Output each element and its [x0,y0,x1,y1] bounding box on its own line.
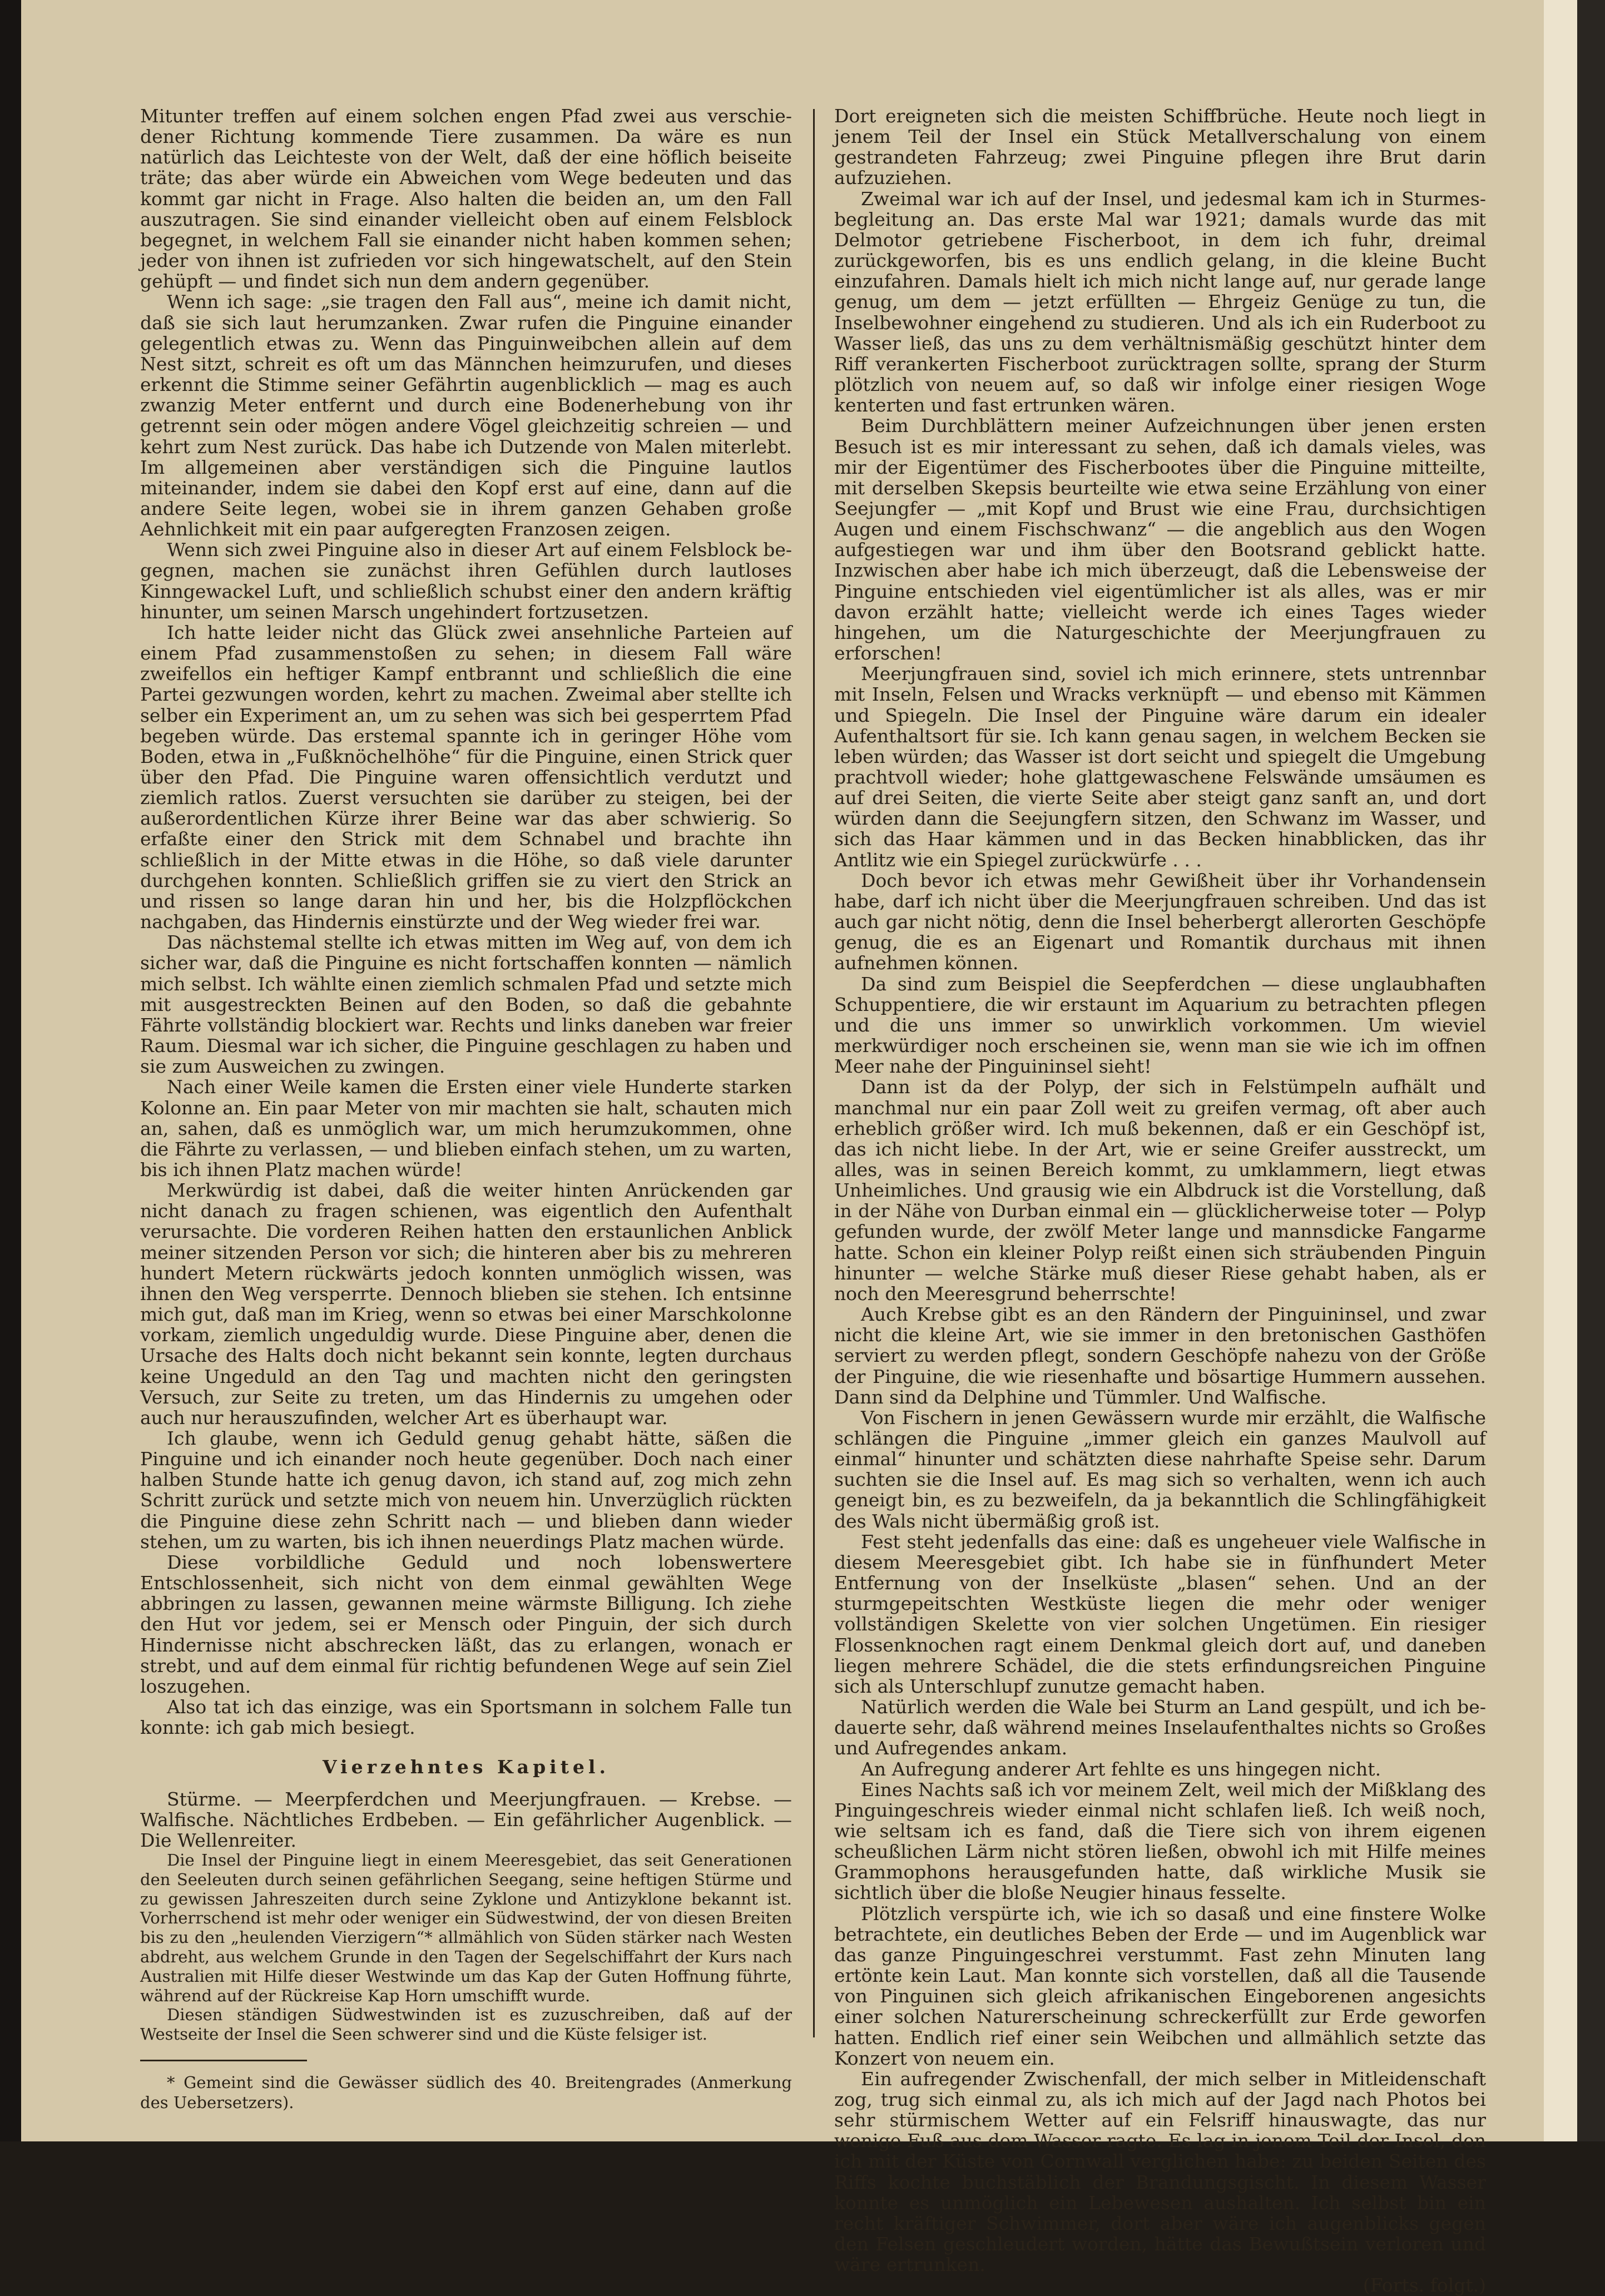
paragraph: Mitunter treffen auf einem solchen engen Pfad zwei aus verschiedener Richtung kommende Tiere zusammen. Da wäre es nun natürlich das Leichteste von der Welt, daß der eine höflich beiseite träte; das aber würde ein Abweichen vom Wege bedeuten und das kommt gar nicht in Frage. Also halten die beiden an, um den Fall auszutragen. Sie sind einander vielleicht oben auf einem Felsblock begegnet, in welchem Fall sie einander nicht haben kommen sehen; jeder von ihnen ist zufrieden vor sich hingewatschelt, auf den Stein gehüpft — und findet sich nun dem andern gegenüber. [140,105,792,292]
paragraph: Merkwürdig ist dabei, daß die weiter hinten Anrückenden gar nicht danach zu fragen schienen, was eigentlich den Aufenthalt verursachte. Die vorderen Reihen hatten den erstaunlichen Anblick meiner sitzenden Person vor sich; die hinteren aber bis zu mehreren hundert Metern rückwärts jedoch konnten unmöglich wissen, was ihnen den Weg versperrte. Dennoch blieben sie stehen. Ich entsinne mich gut, daß man im Krieg, wenn so etwas bei einer Marschkolonne vorkam, ziemlich ungeduldig wurde. Diese Pinguine aber, denen die Ursache des Halts doch nicht bekannt sein konnte, legten durchaus keine Ungeduld an den Tag und machten nicht den geringsten Versuch, zur Seite zu treten, um das Hindernis zu umgehen oder auch nur herauszufinden, welcher Art es überhaupt war. [140,1179,792,1429]
paragraph: Ein aufregender Zwischenfall, der mich selber in Mitleidenschaft zog, trug sich einmal zu, als ich mich auf der Jagd nach Photos bei sehr stürmischem Wetter auf ein Felsriff hinauswagte, das nur wenige Fuß aus dem Wasser ragte. Es lag in jenem Teil der Insel, den ich mit der Küste von Cornwall verglichen habe: zu beiden Seiten des Riffs kochte buchstäblich der Brandungsgischt. In diesem Wasser konnte es unmöglich ein Lebewesen aushalten. Ich selbst bin ein recht kräftiger Schwimmer, dort aber wäre ich augenblicks gegen den Felsen geschleudert worden, hätte das Bewußtsein verloren und wäre ertrunken. [834,2067,1486,2276]
paragraph: Natürlich werden die Wale bei Sturm an Land gespült, und ich bedauerte sehr, daß während meines Inselaufenthaltes nichts so Großes und Aufregendes ankam. [834,1696,1486,1759]
left-binding-shadow [0,0,21,2141]
paragraph: Beim Durchblättern meiner Aufzeichnungen über jenen ersten Besuch ist es mir interessant zu sehen, daß ich damals vieles, was mir der Eigentümer des Fischerbootes über die Pinguine mitteilte, mit derselben Skepsis beurteilte wie etwa seine Erzählung von einer Seejungfer — „mit Kopf und Brust wie eine Frau, durchsichtigen Augen und einem Fischschwanz“ — die angeblich aus den Wogen aufgestiegen war und ihm über den Bootsrand geblickt hatte. Inzwischen aber habe ich mich überzeugt, daß die Lebensweise der Pinguine entschieden viel eigentümlicher ist als alles, was er mir davon erzählt hatte; vielleicht werde ich eines Tages wieder hingehen, um die Naturgeschichte der Meerjungfrauen zu erforschen! [834,415,1486,664]
paragraph: Da sind zum Beispiel die Seepferdchen — diese unglaubhaften Schuppentiere, die wir erstaunt im Aquarium zu betrachten pflegen und die uns immer so unwirklich vorkommen. Um wieviel merkwürdiger noch erscheinen sie, wenn man sie wie ich im offnen Meer nahe der Pinguininsel sieht! [834,973,1486,1078]
paragraph: Doch bevor ich etwas mehr Gewißheit über ihr Vorhandensein habe, darf ich nicht über die Meerjungfrauen schreiben. Und das ist auch gar nicht nötig, denn die Insel beherbergt allerorten Geschöpfe genug, die es an Eigenart und Romantik durchaus mit ihnen aufnehmen können. [834,869,1486,974]
column-rule [813,109,815,2037]
paragraph: Also tat ich das einzige, was ein Sportsmann in solchem Falle tun konnte: ich gab mich besiegt. [140,1696,792,1739]
paragraph: Die Insel der Pinguine liegt in einem Meeresgebiet, das seit Generationen den Seeleuten durch seinen gefährlichen Seegang, seine heftigen Stürme und zu gewissen Jahreszeiten durch seine Zyklone und Antizyklone bekannt ist. Vorherrschend ist mehr oder weniger ein Südwestwind, der von diesen Breiten bis zu den „heulenden Vierzigern“* allmählich von Süden stärker nach Westen abdreht, aus welchem Grunde in den Tagen der Segelschiffahrt der Kurs nach Australien mit Hilfe dieser Westwinde um das Kap der Guten Hoffnung führte, während auf der Rückreise Kap Horn umschifft wurde. [140,1850,792,2005]
left-column [140,106,792,2112]
paragraph: Wenn ich sage: „sie tragen den Fall aus“, meine ich damit nicht, daß sie sich laut herumzanken. Zwar rufen die Pinguine einander gelegentlich etwas zu. Wenn das Pinguinweibchen allein auf dem Nest sitzt, schreit es oft um das Männchen heimzurufen, und dieses erkennt die Stimme seiner Gefährtin augenblicklich — mag es auch zwanzig Meter entfernt und durch eine Bodenerhebung von ihr getrennt sein oder mögen andere Vögel gleichzeitig schreien — und kehrt zum Nest zurück. Das habe ich Dutzende von Malen miterlebt. Im allgemeinen aber verständigen sich die Pinguine lautlos miteinander, indem sie dabei den Kopf erst auf eine, dann auf die andere Seite legen, wobei sie in ihrem ganzen Gehaben große Aehnlichkeit mit ein paar aufgeregten Franzosen zeigen. [140,291,792,540]
right-column [834,106,1486,2296]
paragraph: Das nächstemal stellte ich etwas mitten im Weg auf, von dem ich sicher war, daß die Pinguine es nicht fortschaffen konnten — nämlich mich selbst. Ich wählte einen ziemlich schmalen Pfad und setzte mich mit ausgestreckten Beinen auf den Boden, so daß die gebahnte Fährte vollständig blockiert war. Rechts und links daneben war freier Raum. Diesmal war ich sicher, die Pinguine geschlagen zu haben und sie zum Ausweichen zu zwingen. [140,931,792,1078]
paragraph: An Aufregung anderer Art fehlte es uns hingegen nicht. [861,1758,1381,1780]
right-binding-shadow [1577,0,1605,2141]
chapter-summary: Stürme. — Meerpferdchen und Meerjungfrauen. — Krebse. — Walfische. Nächtliches Erdbeben. — Ein gefährlicher Augenblick. — Die Wellenreiter. [140,1788,792,1851]
paragraph: Ich glaube, wenn ich Geduld genug gehabt hätte, säßen die Pinguine und ich einander noch heute gegenüber. Doch nach einer halben Stunde hatte ich genug davon, ich stand auf, zog mich zehn Schritt zurück und setzte mich von neuem hin. Unverzüglich rückten die Pinguine diese zehn Schritt nach — und blieben dann wieder stehen, um zu warten, bis ich ihnen neuerdings Platz machen würde. [140,1427,792,1553]
continuation-note: (Forts. folgt.) [1363,2274,1486,2296]
footnote-rule [140,2060,307,2061]
paragraph: Ich hatte leider nicht das Glück zwei ansehnliche Parteien auf einem Pfad zusammenstoßen zu sehen; in diesem Fall wäre zweifellos ein heftiger Kampf entbrannt und schließlich die eine Partei gezwungen worden, kehrt zu machen. Zweimal aber stellte ich selber ein Experiment an, um zu sehen was sich bei gesperrtem Pfad begeben würde. Das erstemal spannte ich in geringer Höhe vom Boden, etwa in „Fußknöchelhöhe“ für die Pinguine, einen Strick quer über den Pfad. Die Pinguine waren offensichtlich verdutzt und ziemlich ratlos. Zuerst versuchten sie darüber zu steigen, bei der außerordentlichen Kürze ihrer Beine war das aber schwierig. So erfaßte einer den Strick mit dem Schnabel und brachte ihn schließlich in der Mitte etwas in die Höhe, so daß viele darunter durchgehen konnten. Schließlich griffen sie zu viert den Strick an und rissen so lange daran hin und her, bis die Holzpflöckchen nachgaben, das Hindernis einstürzte und der Weg wieder frei war. [140,621,792,933]
paragraph: Eines Nachts saß ich vor meinem Zelt, weil mich der Mißklang des Pinguingeschreis wieder einmal nicht schlafen ließ. Ich weiß noch, wie seltsam ich es fand, daß die Tiere sich von ihrem eigenen scheußlichen Lärm nicht stören ließen, obwohl ich mit Hilfe meines Grammophons herausgefunden hatte, daß wirkliche Musik sie sichtlich über die bloße Neugier hinaus fesselte. [834,1778,1486,1904]
paragraph: Zweimal war ich auf der Insel, und jedesmal kam ich in Sturmesbegleitung an. Das erste Mal war 1921; damals wurde das mit Delmotor getriebene Fischerboot, in dem ich fuhr, dreimal zurückgeworfen, bis es uns endlich gelang, in die kleine Bucht einzufahren. Damals hielt ich mich nicht lange auf, nur gerade lange genug, um dem — jetzt erfüllten — Ehrgeiz Genüge zu tun, die Inselbewohner eingehend zu studieren. Und als ich ein Ruderboot zu Wasser ließ, das uns zu dem verhältnismäßig geschützt hinter dem Riff verankerten Fischerboot zurücktragen sollte, sprang der Sturm plötzlich von neuem auf, so daß wir infolge einer riesigen Woge kenterten und fast ertrunken wären. [834,187,1486,416]
paragraph: Dann ist da der Polyp, der sich in Felstümpeln aufhält und manchmal nur ein paar Zoll weit zu greifen vermag, oft aber auch erheblich größer wird. Ich muß bekennen, daß er ein Geschöpf ist, das ich nicht liebe. In der Art, wie er seine Greifer ausstreckt, um alles, was in seinen Bereich kommt, zu umklammern, liegt etwas Unheimliches. Und grausig wie ein Albdruck ist die Vorstellung, daß in der Nähe von Durban einmal ein — glücklicherweise toter — Polyp gefunden wurde, der zwölf Meter lange und mannsdicke Fangarme hatte. Schon ein kleiner Polyp reißt einen sich sträubenden Pinguin hinunter — welche Stärke muß dieser Riese gehabt haben, als er noch den Meeresgrund beherrschte! [834,1076,1486,1305]
paragraph: Diesen ständigen Südwestwinden ist es zuzuschreiben, daß auf der Westseite der Insel die Seen schwerer sind und die Küste felsiger ist. [140,2005,792,2044]
right-paragraphs [834,105,1486,2296]
paragraph: Von Fischern in jenen Gewässern wurde mir erzählt, die Walfische schlängen die Pinguine „immer gleich ein ganzes Maulvoll auf einmal“ hinunter und schätzten diese nahrhafte Speise sehr. Darum suchten sie die Insel auf. Es mag sich so verhalten, wenn ich auch geneigt bin, es zu bezweifeln, da ja bekanntlich die Schlingfähigkeit des Wals nicht übermäßig groß ist. [834,1406,1486,1532]
footnote: * Gemeint sind die Gewässer südlich des 40. Breitengrades (Anmerkung des Uebersetzers). [140,2072,792,2112]
paragraph: Fest steht jedenfalls das eine: daß es ungeheuer viele Walfische in diesem Meeresgebiet gibt. Ich habe sie in fünfhundert Meter Entfernung von der Inselküste „blasen“ sehen. Und an der sturmgepeitschten Westküste liegen die mehr oder weniger vollständigen Skelette von vier solchen Ungetümen. Ein riesiger Flossenknochen ragt einem Denkmal gleich dort auf, und daneben liegen mehrere Schädel, die die stets erfindungsreichen Pinguine sich als Unterschlupf zunutze gemacht haben. [834,1530,1486,1697]
paragraph: Plötzlich verspürte ich, wie ich so dasaß und eine finstere Wolke betrachtete, ein deutliches Beben der Erde — und im Augenblick war das ganze Pinguingeschrei verstummt. Fast zehn Minuten lang ertönte kein Laut. Man konnte sich vorstellen, daß all die Tausende von Pinguinen sich gleich afrikanischen Eingeborenen angesichts einer solchen Naturerscheinung schreckerfüllt zur Erde geworfen hatten. Endlich rief einer sein Weibchen und allmählich setzte das Konzert von neuem ein. [834,1902,1486,2069]
paragraph: Diese vorbildliche Geduld und noch lobenswertere Entschlossenheit, sich nicht von dem einmal gewählten Wege abbringen zu lassen, gewannen meine wärmste Billigung. Ich ziehe den Hut vor jedem, sei er Mensch oder Pinguin, der sich durch Hindernisse nicht abschrecken läßt, das zu erlangen, wonach er strebt, und auf dem einmal für richtig befundenen Wege auf sein Ziel loszugehen. [140,1551,792,1697]
paragraph: Meerjungfrauen sind, soviel ich mich erinnere, stets untrennbar mit Inseln, Felsen und Wracks verknüpft — und ebenso mit Kämmen und Spiegeln. Die Insel der Pinguine wäre darum ein idealer Aufenthaltsort für sie. Ich kann genau sagen, in welchem Becken sie leben würden; das Wasser ist dort seicht und spiegelt die Umgebung prachtvoll wieder; hohe glattgewaschene Felswände umsäumen es auf drei Seiten, die vierte Seite aber steigt ganz sanft an, und dort würden dann die Seejungfern sitzen, den Schwanz im Wasser, und sich das Haar kämmen und in das Becken hinabblicken, das ihr Antlitz wie ein Spiegel zurückwürfe . . . [834,663,1486,871]
page-edge [1544,0,1577,2141]
paragraph: Auch Krebse gibt es an den Rändern der Pinguininsel, und zwar nicht die kleine Art, wie sie immer in den bretonischen Gasthöfen serviert zu werden pflegt, sondern Geschöpfe nahezu von der Größe der Pinguine, die wie riesenhafte und bösartige Hummern aussehen. Dann sind da Delphine und Tümmler. Und Walfische. [834,1303,1486,1408]
chapter-title: Vierzehntes Kapitel. [323,1756,610,1778]
left-paragraphs-after [140,1851,792,2044]
paragraph: Dort ereigneten sich die meisten Schiffbrüche. Heute noch liegt in jenem Teil der Insel ein Stück Metallverschalung von einem gestrandeten Fahrzeug; zwei Pinguine pflegen ihre Brut darin aufzuziehen. [834,105,1486,189]
paragraph: Wenn sich zwei Pinguine also in dieser Art auf einem Felsblock begegnen, machen sie zunächst ihren Gefühlen durch lautloses Kinngewackel Luft, und schließlich schubst einer den andern kräftig hinunter, um seinen Marsch ungehindert fortzusetzen. [140,539,792,623]
paragraph: Nach einer Weile kamen die Ersten einer viele Hunderte starken Kolonne an. Ein paar Meter von mir machten sie halt, schauten mich an, sahen, daß es unmöglich war, um mich herumzukommen, ohne die Fährte zu verlassen, — und blieben einfach stehen, um zu warten, bis ich ihnen Platz machen würde! [140,1076,792,1181]
left-paragraphs-before [140,106,792,1738]
